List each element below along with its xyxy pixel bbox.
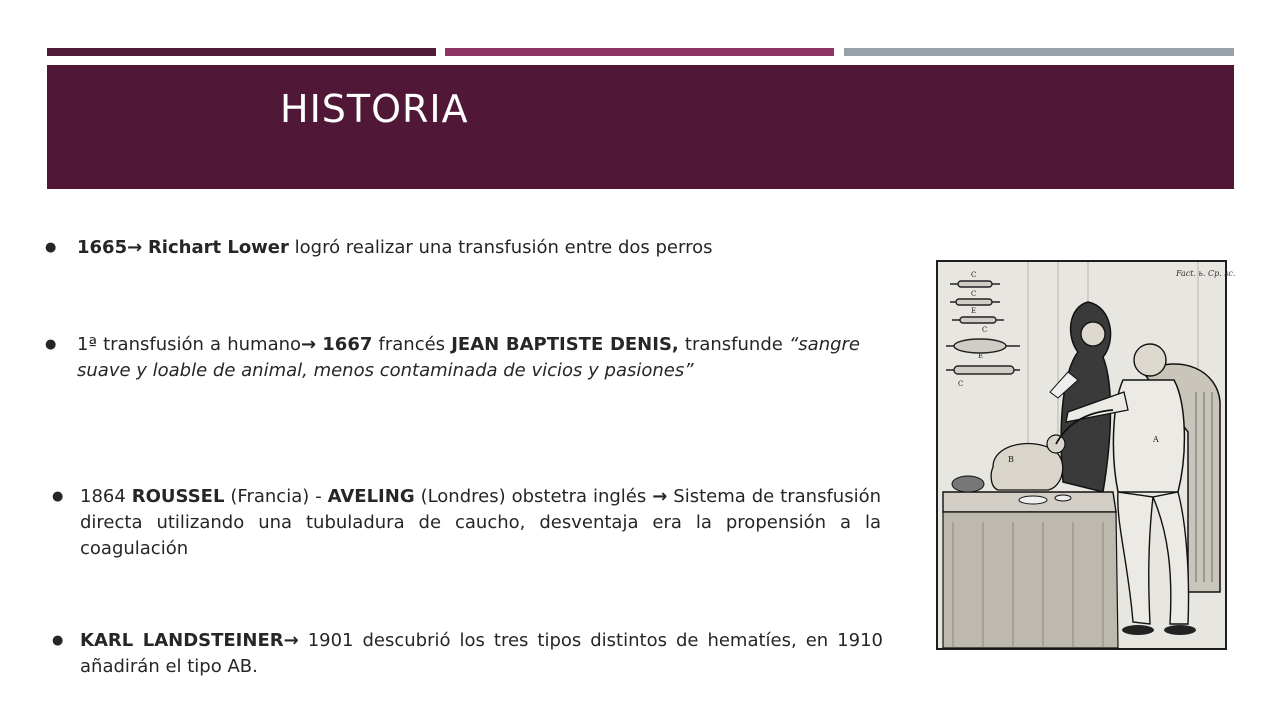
bullet-dot: ● bbox=[52, 633, 64, 648]
svg-text:B: B bbox=[1008, 455, 1014, 464]
bullet-body: francés bbox=[372, 334, 452, 355]
person-name: KARL LANDSTEINER bbox=[80, 630, 284, 651]
person-name: AVELING bbox=[327, 486, 415, 507]
year: 1667 bbox=[322, 334, 373, 355]
bullet-dot: ● bbox=[45, 240, 57, 255]
svg-text:A: A bbox=[1153, 435, 1159, 444]
bullet-body: logró realizar una transfusión entre dos perros bbox=[288, 237, 713, 258]
bullet-body: Sistema de transfusión directa utilizando una tubuladura de caucho, desventaja era la propensión a la coagulación bbox=[80, 486, 881, 559]
accent-bar-magenta bbox=[445, 48, 834, 56]
svg-text:E: E bbox=[971, 307, 977, 315]
historical-engraving-image bbox=[936, 260, 1236, 650]
bullet-1864 bbox=[52, 484, 881, 562]
arrow-right-icon: → bbox=[127, 237, 143, 258]
accent-bar-gray bbox=[844, 48, 1234, 56]
engraver-mark: Fact. ь. Cp. sc. bbox=[1176, 269, 1236, 278]
bullet-body: (Londres) obstetra inglés bbox=[414, 486, 653, 507]
bullet-dot: ● bbox=[45, 337, 57, 352]
engraving-illustration bbox=[938, 262, 1236, 648]
person-name: JEAN BAPTISTE DENIS, bbox=[451, 334, 679, 355]
person-name: Richart Lower bbox=[147, 237, 289, 258]
bullet-lead: 1ª transfusión a humano bbox=[77, 334, 302, 355]
bullet-text bbox=[80, 628, 883, 680]
bullet-text bbox=[80, 484, 881, 562]
bullet-text bbox=[77, 235, 837, 261]
arrow-right-icon: → bbox=[283, 630, 299, 651]
bullet-lead: 1864 bbox=[80, 486, 132, 507]
quote: “sangre suave y loable de animal, menos contaminada de vicios y pasiones” bbox=[77, 334, 861, 381]
bullet-body: transfunde bbox=[678, 334, 789, 355]
svg-text:E: E bbox=[978, 352, 984, 360]
title-banner bbox=[47, 65, 1234, 189]
svg-text:C: C bbox=[958, 380, 964, 388]
arrow-right-icon: → bbox=[652, 486, 668, 507]
bullet-1665 bbox=[45, 235, 837, 261]
accent-bar-dark bbox=[47, 48, 436, 56]
bullet-landsteiner bbox=[52, 628, 883, 680]
arrow-right-icon: → bbox=[301, 334, 317, 355]
bullet-1667 bbox=[45, 332, 861, 384]
bullet-dot: ● bbox=[52, 489, 64, 504]
person-name: ROUSSEL bbox=[131, 486, 225, 507]
bullet-body: (Francia) - bbox=[224, 486, 328, 507]
svg-text:C: C bbox=[982, 326, 988, 334]
bullet-body: 1901 descubrió los tres tipos distintos de hematíes, en 1910 añadirán el tipo AB. bbox=[80, 630, 883, 677]
slide-title: HISTORIA bbox=[280, 87, 469, 131]
bullet-text bbox=[77, 332, 860, 384]
year: 1665 bbox=[77, 237, 128, 258]
svg-text:C: C bbox=[971, 290, 977, 298]
svg-text:C: C bbox=[971, 271, 977, 279]
